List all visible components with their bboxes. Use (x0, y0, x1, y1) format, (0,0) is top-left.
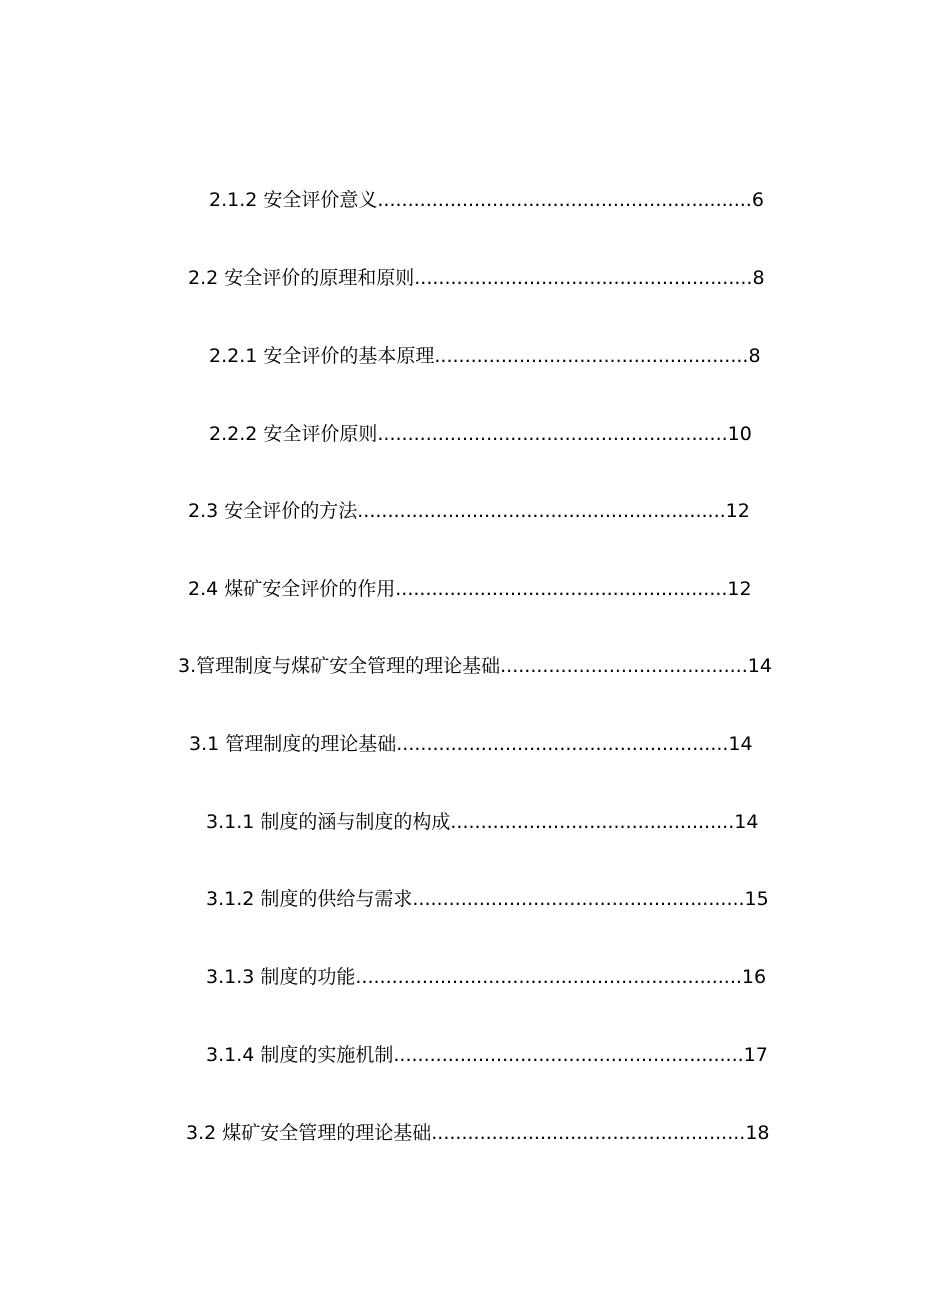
toc-entry-3-1-3: 3.1.3 制度的功能................................................................16 (206, 966, 767, 988)
toc-entry-2-2-1: 2.2.1 安全评价的基本原理....................................................8 (209, 345, 761, 367)
toc-entry-2-4: 2.4 煤矿安全评价的作用.......................................................12 (188, 578, 752, 600)
toc-entry-2-2-2: 2.2.2 安全评价原则..........................................................10 (209, 423, 752, 445)
toc-entry-3-2: 3.2 煤矿安全管理的理论基础....................................................18 (186, 1122, 770, 1144)
toc-entry-3-1-2: 3.1.2 制度的供给与需求.......................................................15 (206, 888, 769, 910)
toc-entry-3-1-1: 3.1.1 制度的涵与制度的构成...............................................14 (206, 811, 759, 833)
toc-entry-3-1: 3.1 管理制度的理论基础.......................................................14 (189, 733, 753, 755)
toc-entry-3: 3.管理制度与煤矿安全管理的理论基础.........................................14 (178, 655, 772, 677)
toc-entry-2-3: 2.3 安全评价的方法.............................................................12 (188, 500, 750, 522)
toc-entry-3-1-4: 3.1.4 制度的实施机制..........................................................17 (206, 1044, 768, 1066)
toc-entry-2-1-2: 2.1.2 安全评价意义..............................................................6 (209, 189, 764, 211)
toc-entry-2-2: 2.2 安全评价的原理和原则........................................................8 (188, 267, 765, 289)
